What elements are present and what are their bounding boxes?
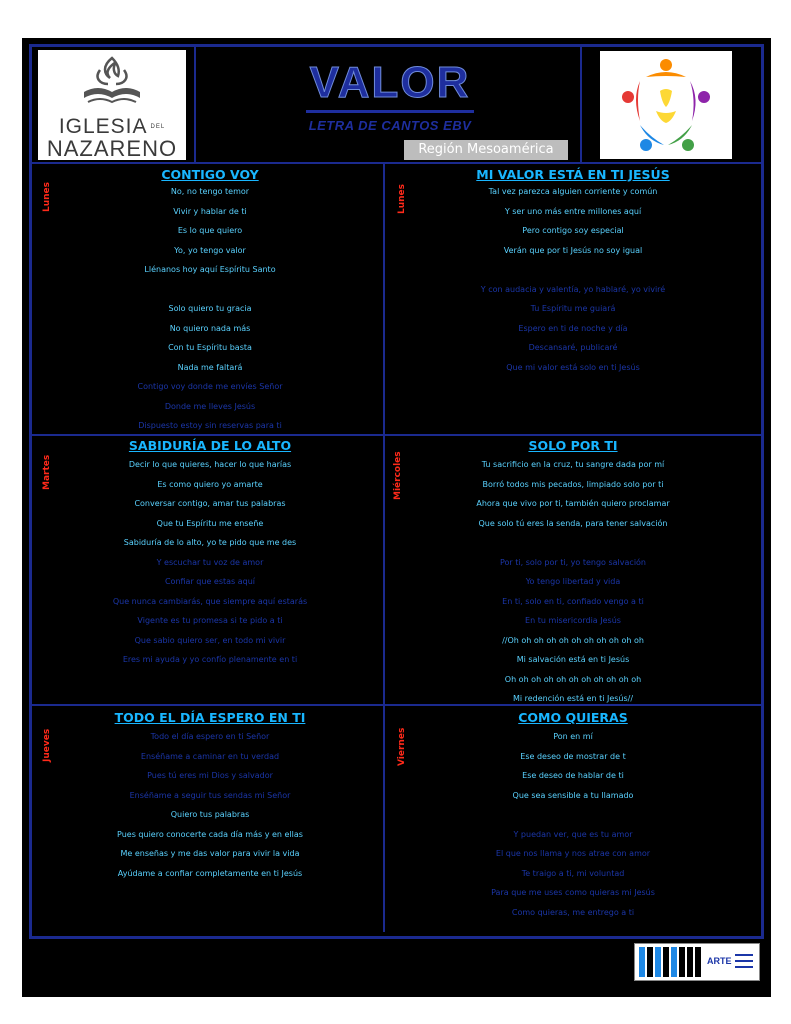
lyric-line: Que sea sensible a tu llamado [512,790,634,800]
lyric-line: Y puedan ver, que es tu amor [513,829,633,839]
header-divider [580,47,582,164]
staff-line [735,966,753,968]
lyric-line: Confiar que estas aquí [164,577,256,586]
lyric-line: Como quieras, me entrego a ti [511,907,635,917]
song-title: MI VALOR ESTÁ EN TI JESÚS [476,167,670,182]
lyric-line: Mi salvación está en ti Jesús [516,655,630,664]
lyric-line: Ese deseo de mostrar de t [520,751,626,761]
day-label: Viernes [397,727,407,766]
piano-key [655,947,661,977]
song-lyrics [387,727,759,922]
song-section-todo-el-dia [40,706,380,932]
lyric-line: Que mi valor está solo en ti Jesús [506,362,640,372]
lyric-line: Tu Espíritu me guiará [530,304,616,313]
lyric-line: Borró todos mis pecados, limpiado solo por ti [482,479,664,489]
people-circle-logo [600,51,732,159]
lyric-line: Que nunca cambiarás, que siempre aquí estarás [112,596,308,606]
piano-key [663,947,669,977]
lyric-line: Enséñame a caminar en tu verdad [140,751,280,761]
piano-key [695,947,701,977]
column-divider [383,164,385,932]
song-title: SOLO POR TI [528,438,618,453]
lyric-line: Pero contigo soy especial [522,226,624,235]
lyric-line: Dispuesto estoy sin reservas para ti [138,421,282,430]
lyric-line [40,280,380,300]
logo-text-nazareno: NAZARENO [46,136,178,161]
logo-text-iglesia: IGLESIA DEL [58,115,166,138]
lyric-line: Eres mi ayuda y yo confío plenamente en ti [122,655,298,664]
day-label: Lunes [42,181,52,212]
lyric-line: Ese deseo de hablar de ti [522,771,624,780]
lyric-line: Por ti, solo por ti, yo tengo salvación [499,557,646,567]
lyric-line: En ti, solo en ti, confiado vengo a ti [502,596,644,606]
lyric-line: Pon en mí [553,732,593,741]
lyric-line: No quiero nada más [169,323,251,333]
piano-key [679,947,685,977]
staff-line [735,960,753,962]
song-section-como-quieras [387,706,759,932]
lyric-line: Decir lo que quieres, hacer lo que harías [128,460,292,469]
song-section-contigo-voy [40,164,380,432]
footer-logo-text: ARTE [707,956,732,966]
people-circle-icon [600,51,732,159]
lyric-line: Solo quiero tu gracia [168,304,252,313]
lyric-line: Vigente es tu promesa si te pido a ti [137,616,283,625]
flame-book-icon [74,54,150,114]
lyric-line: Todo el día espero en ti Señor [150,732,270,741]
lyric-line: Pues quiero conocerte cada día más y en ellas [117,829,303,839]
lyric-line: Quiero tus palabras [170,810,250,819]
day-label: Miércoles [393,451,403,500]
lyric-line: Que tu Espíritu me enseñe [156,518,264,528]
iglesia-nazareno-logo [38,50,186,160]
lyric-line: Tu sacrificio en la cruz, tu sangre dada por mí [481,460,665,469]
lyric-line: Ahora que vivo por ti, también quiero proclamar [476,499,670,508]
song-lyrics [40,455,380,670]
day-label: Jueves [42,728,52,762]
lyric-line: Tal vez parezca alguien corriente y común [488,187,658,196]
lyric-line: Nada me faltará [177,362,243,372]
lyric-line: Te traigo a ti, mi voluntad [521,868,625,878]
lyric-line: Yo, yo tengo valor [174,245,246,255]
lyric-line: Es como quiero yo amarte [157,479,263,489]
header-divider [194,47,196,164]
piano-key [671,947,677,977]
lyric-line: Y escuchar tu voz de amor [156,557,264,567]
lyric-line: Oh oh oh oh oh oh oh oh oh oh oh [504,674,642,684]
song-section-mi-valor [387,164,759,432]
song-title: COMO QUIERAS [518,710,628,725]
piano-key [647,947,653,977]
lyric-line: Yo tengo libertad y vida [525,577,621,586]
piano-keys-logo-icon [634,943,760,981]
song-title: SABIDURÍA DE LO ALTO [128,438,292,453]
page-title: VALOR [309,58,471,107]
lyric-line: Y con audacia y valentía, yo hablaré, yo viviré [480,284,666,294]
lyric-line: El que nos llama y nos atrae con amor [495,849,651,858]
lyric-line: En tu misericordia Jesús [525,616,621,625]
lyric-line: Verán que por ti Jesús no soy igual [503,245,643,255]
lyric-line: Llénanos hoy aquí Espíritu Santo [144,265,276,274]
lyric-line: Descansaré, publicaré [528,343,618,352]
lyric-line: Que solo tú eres la senda, para tener salvación [478,518,668,528]
song-title: TODO EL DÍA ESPERO EN TI [114,710,306,725]
lyric-line: Sabiduría de lo alto, yo te pido que me des [123,538,297,547]
song-lyrics [387,182,759,377]
song-lyrics [40,182,380,436]
lyric-line: Mi redención está en ti Jesús// [512,694,634,703]
song-lyrics [40,727,380,883]
lyric-line: Con tu Espíritu basta [168,343,252,352]
lyric-line: Es lo que quiero [177,226,243,235]
lyric-line [387,533,759,553]
piano-key [639,947,645,977]
title-underline [306,110,474,113]
lyric-line [387,805,759,825]
lyric-line: Conversar contigo, amar tus palabras [134,499,286,508]
lyric-line: Espero en ti de noche y día [518,323,628,333]
lyric-line: Y ser uno más entre millones aquí [504,206,642,216]
song-lyrics [387,455,759,709]
lyric-line: No, no tengo temor [170,187,250,196]
day-label: Martes [42,454,52,490]
day-label: Lunes [397,183,407,214]
song-section-solo-por-ti [387,436,759,704]
lyric-line: Donde me lleves Jesús [164,401,256,411]
lyric-line: Contigo voy donde me envíes Señor [137,382,283,391]
lyric-line [387,260,759,280]
staff-line [735,954,753,956]
lyric-line: //Oh oh oh oh oh oh oh oh oh oh oh [502,635,644,645]
lyric-line: Vivir y hablar de ti [173,206,247,216]
lyric-line: Ayúdame a confiar completamente en ti Jesús [117,868,303,878]
lyric-line: Que sabio quiero ser, en todo mi vivir [134,635,286,645]
lyric-line: Me enseñas y me das valor para vivir la vida [120,849,300,858]
page-subtitle: LETRA DE CANTOS EBV [308,118,472,133]
lyric-line: Enséñame a seguir tus sendas mi Señor [129,790,291,800]
region-label: Región Mesoamérica [404,140,568,160]
song-title: CONTIGO VOY [161,167,259,182]
piano-key [687,947,693,977]
lyric-line: Para que me uses como quieras mi Jesús [491,888,655,897]
lyric-line: Pues tú eres mi Dios y salvador [147,771,273,780]
song-section-sabiduria [40,436,380,704]
